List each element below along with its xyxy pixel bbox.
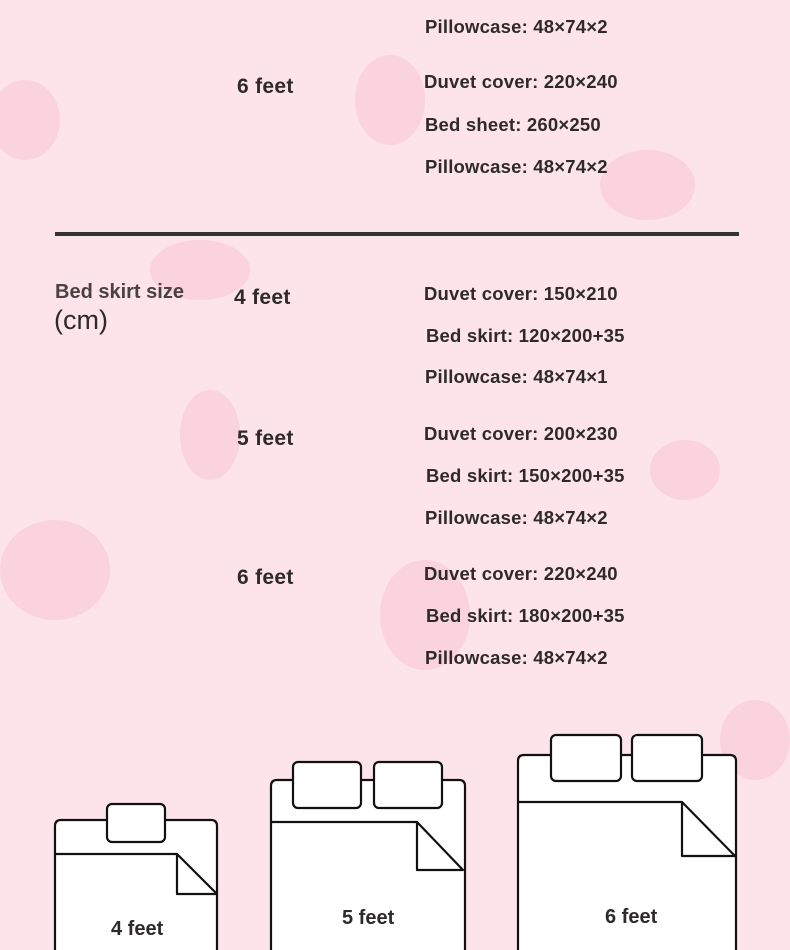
bed-diagrams <box>0 720 790 950</box>
pillow-icon <box>374 762 442 808</box>
bed-5-feet-label: 5 feet <box>342 907 395 929</box>
spec-pillowcase: Pillowcase: 48×74×2 <box>425 507 608 528</box>
spec-pillowcase: Pillowcase: 48×74×1 <box>425 366 608 387</box>
pillow-icon <box>293 762 361 808</box>
spec-bed-skirt: Bed skirt: 120×200+35 <box>426 325 625 346</box>
spec-duvet-cover: Duvet cover: 220×240 <box>424 563 618 584</box>
spec-bed-sheet: Bed sheet: 260×250 <box>425 114 601 135</box>
section-title: Bed skirt size <box>55 281 184 303</box>
spec-bed-skirt: Bed skirt: 180×200+35 <box>426 605 625 626</box>
size-4-feet-label: 4 feet <box>234 286 291 309</box>
spec-duvet-cover: Duvet cover: 200×230 <box>424 423 618 444</box>
spec-duvet-cover: Duvet cover: 150×210 <box>424 283 618 304</box>
section-divider <box>55 232 739 236</box>
spec-pillowcase: Pillowcase: 48×74×2 <box>425 647 608 668</box>
pillow-icon <box>632 735 702 781</box>
pillow-icon <box>551 735 621 781</box>
pillow-icon <box>107 804 165 842</box>
size-5-feet-label: 5 feet <box>237 427 294 450</box>
spec-bed-skirt: Bed skirt: 150×200+35 <box>426 465 625 486</box>
size-6-feet-label: 6 feet <box>237 75 294 98</box>
unit-label: (cm) <box>54 305 108 335</box>
size-6-feet-label: 6 feet <box>237 566 294 589</box>
spec-pillowcase-carryover: Pillowcase: 48×74×2 <box>425 16 608 37</box>
bed-6-feet-label: 6 feet <box>605 906 658 928</box>
spec-duvet-cover: Duvet cover: 220×240 <box>424 71 618 92</box>
bed-4-feet-label: 4 feet <box>111 918 164 940</box>
spec-pillowcase: Pillowcase: 48×74×2 <box>425 156 608 177</box>
